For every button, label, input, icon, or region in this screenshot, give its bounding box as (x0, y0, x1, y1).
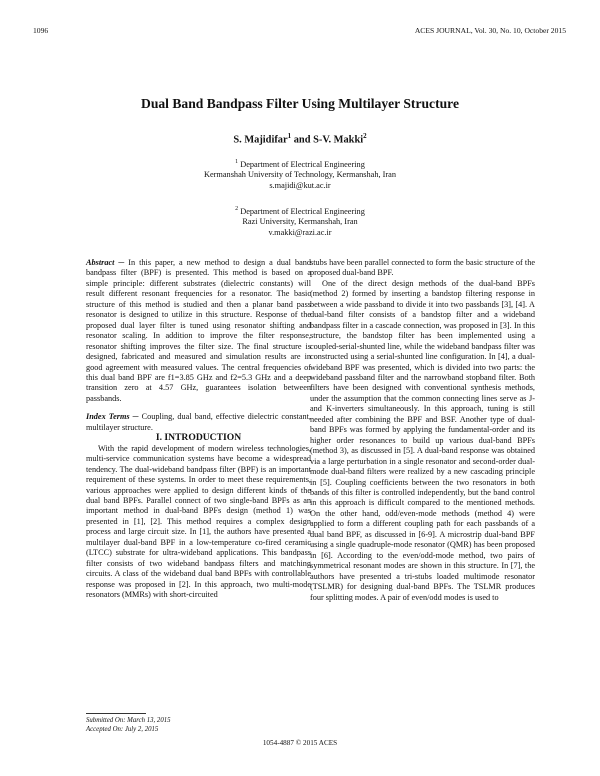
author-conjunction: and (291, 134, 314, 146)
intro-paragraph-continued: stubs have been parallel connected to form the basic structure of the proposed dual-band BPF. (310, 258, 535, 278)
abstract (86, 258, 311, 404)
affiliation-1-email: s.majidi@kut.ac.ir (269, 180, 331, 190)
affiliation-1-institution: Kermanshah University of Technology, Kermanshah, Iran (203, 170, 397, 180)
section-heading-introduction: I. INTRODUCTION (155, 432, 242, 444)
paper-title: Dual Band Bandpass Filter Using Multilayer Structure (141, 96, 459, 111)
author-1-marker: 1 (287, 132, 292, 140)
issn-footer: 1054-4887 © 2015 ACES (262, 739, 338, 747)
abstract-text: ─ In this paper, a new method to design a dual band bandpass filter (BPF) is presented. This method is based on a simple principle: different substrates (dielectric constants) will result different resonant frequencies for a resonator. The basic structure of this method is studied and then a planar band pass resonator is designed to utilize in this structure. Response of the proposed dual layer filter is tuned using resonator shifting and resonator scaling. In addition to improve the filter response, resonator shifting improves the filter size. The final structure is designed, fabricated and measured and simulation results are in good agreement with measured values. The central frequencies of this dual band BPF are f1=3.85 GHz and f2=5.3 GHz and a deep transition zero at 4.57 GHz, guarantees isolation between passbands. (86, 258, 311, 403)
right-column (310, 258, 535, 603)
affiliation-1-marker: 1 (235, 159, 239, 165)
affiliation-2-marker: 2 (235, 206, 239, 212)
journal-header: ACES JOURNAL, Vol. 30, No. 10, October 2015 (414, 26, 566, 35)
affiliation-1-dept: Department of Electrical Engineering (240, 159, 365, 169)
author-line (0, 132, 600, 145)
affiliation-2-email: v.makki@razi.ac.ir (268, 227, 332, 237)
affiliation-1 (0, 157, 600, 192)
abstract-label: Abstract (86, 258, 115, 267)
author-1: S. Majidifar (233, 134, 288, 146)
index-terms (86, 412, 311, 433)
index-terms-text: ─ Coupling, dual band, effective dielectric constant, multilayer structure. (86, 412, 311, 432)
submitted-date: Submitted On: March 13, 2015 (86, 717, 171, 724)
intro-paragraph-1: With the rapid development of modern wireless technologies, multi-service communication systems have become a widespread tendency. The dual-wideband bandpass filter (BPF) is an important requirement of these systems. In order to meet these requirements, various approaches were applied to design different kinds of the dual band BPFs. Parallel connect of two single-band BPFs as an important method in dual-band BPFs design (method 1) was presented in [1], [2]. This method requires a complex design process and large circuit size. In [1], the authors have presented a multilayer dual-band BPF in a low-temperature co-fired ceramic (LTCC) substrate for ultra-wideband applications. This bandpass filter consists of two wideband bandpass filters and matching circuits. A class of the wideband dual band BPFs with controllable response was proposed in [2]. In this approach, two multi-mode resonators (MMRs) with short-circuited (86, 443, 311, 600)
index-terms-label: Index Terms (86, 412, 130, 422)
affiliation-2-institution: Razi University, Kermanshah, Iran (242, 217, 358, 227)
left-column (86, 258, 311, 601)
footnote-rule (86, 713, 146, 714)
author-2-marker: 2 (363, 132, 367, 140)
affiliation-2-dept: Department of Electrical Engineering (240, 206, 365, 216)
affiliation-2 (0, 204, 600, 239)
author-2: S-V. Makki (313, 134, 364, 146)
intro-paragraph-2: One of the direct design methods of the dual-band BPFs (method 2) formed by inserting a bandstop filtering response in between a wide passband to divide it into two passbands [3], [4]. A dual-band filter consists of a bandstop filter and a wideband bandpass filter in a cascade connection, was proposed in [3]. In this structure, the bandstop filter has been implemented using a coupled-serial-shunted line, while the wideband bandpass filter was constructed using a serial-shunted line configuration. In [4], a dual-wideband BPF was presented, which is divided into two parts: the wideband passband filter and the narrowband stopband filter. Both filters have been designed with conventional synthesis methods, under the assumption that the common connecting lines serve as J- and K-inverters simultaneously. In this approach, tuning is still needed after combining the BPF and BSF. Another type of dual-band BPFs was formed by applying the fundamental-order and its higher order resonances to build up various dual-band BPFs (method 3), as discussed in [5]. A dual-band response was obtained via a large perturbation in a single resonator and second-order dual-mode dual-band filters were realized by a new cascading principle in [5]. Coupling coefficients between the two resonators in both bands of this filter is controlled independently, but the band control in this approach is difficult compared to the mentioned methods. On the other hand, odd/even-mode methods (method 4) were applied to form a different coupling path for each passbands of a dual band BPF, as discussed in [6-9]. A microstrip dual-band BPF using a single quadruple-mode resonator (QMR) has been proposed in [6]. According to the even/odd-mode method, two pairs of symmetrical resonant modes are shown in this structure. In [7], the authors have presented a tri-stubs loaded multimode resonator (TSLMR) for designing dual-band BPFs. The TSLMR produces four splitting modes. A pair of even/odd modes is used to (310, 278, 535, 602)
accepted-date: Accepted On: July 2, 2015 (86, 726, 159, 733)
page-number: 1096 (33, 26, 49, 35)
